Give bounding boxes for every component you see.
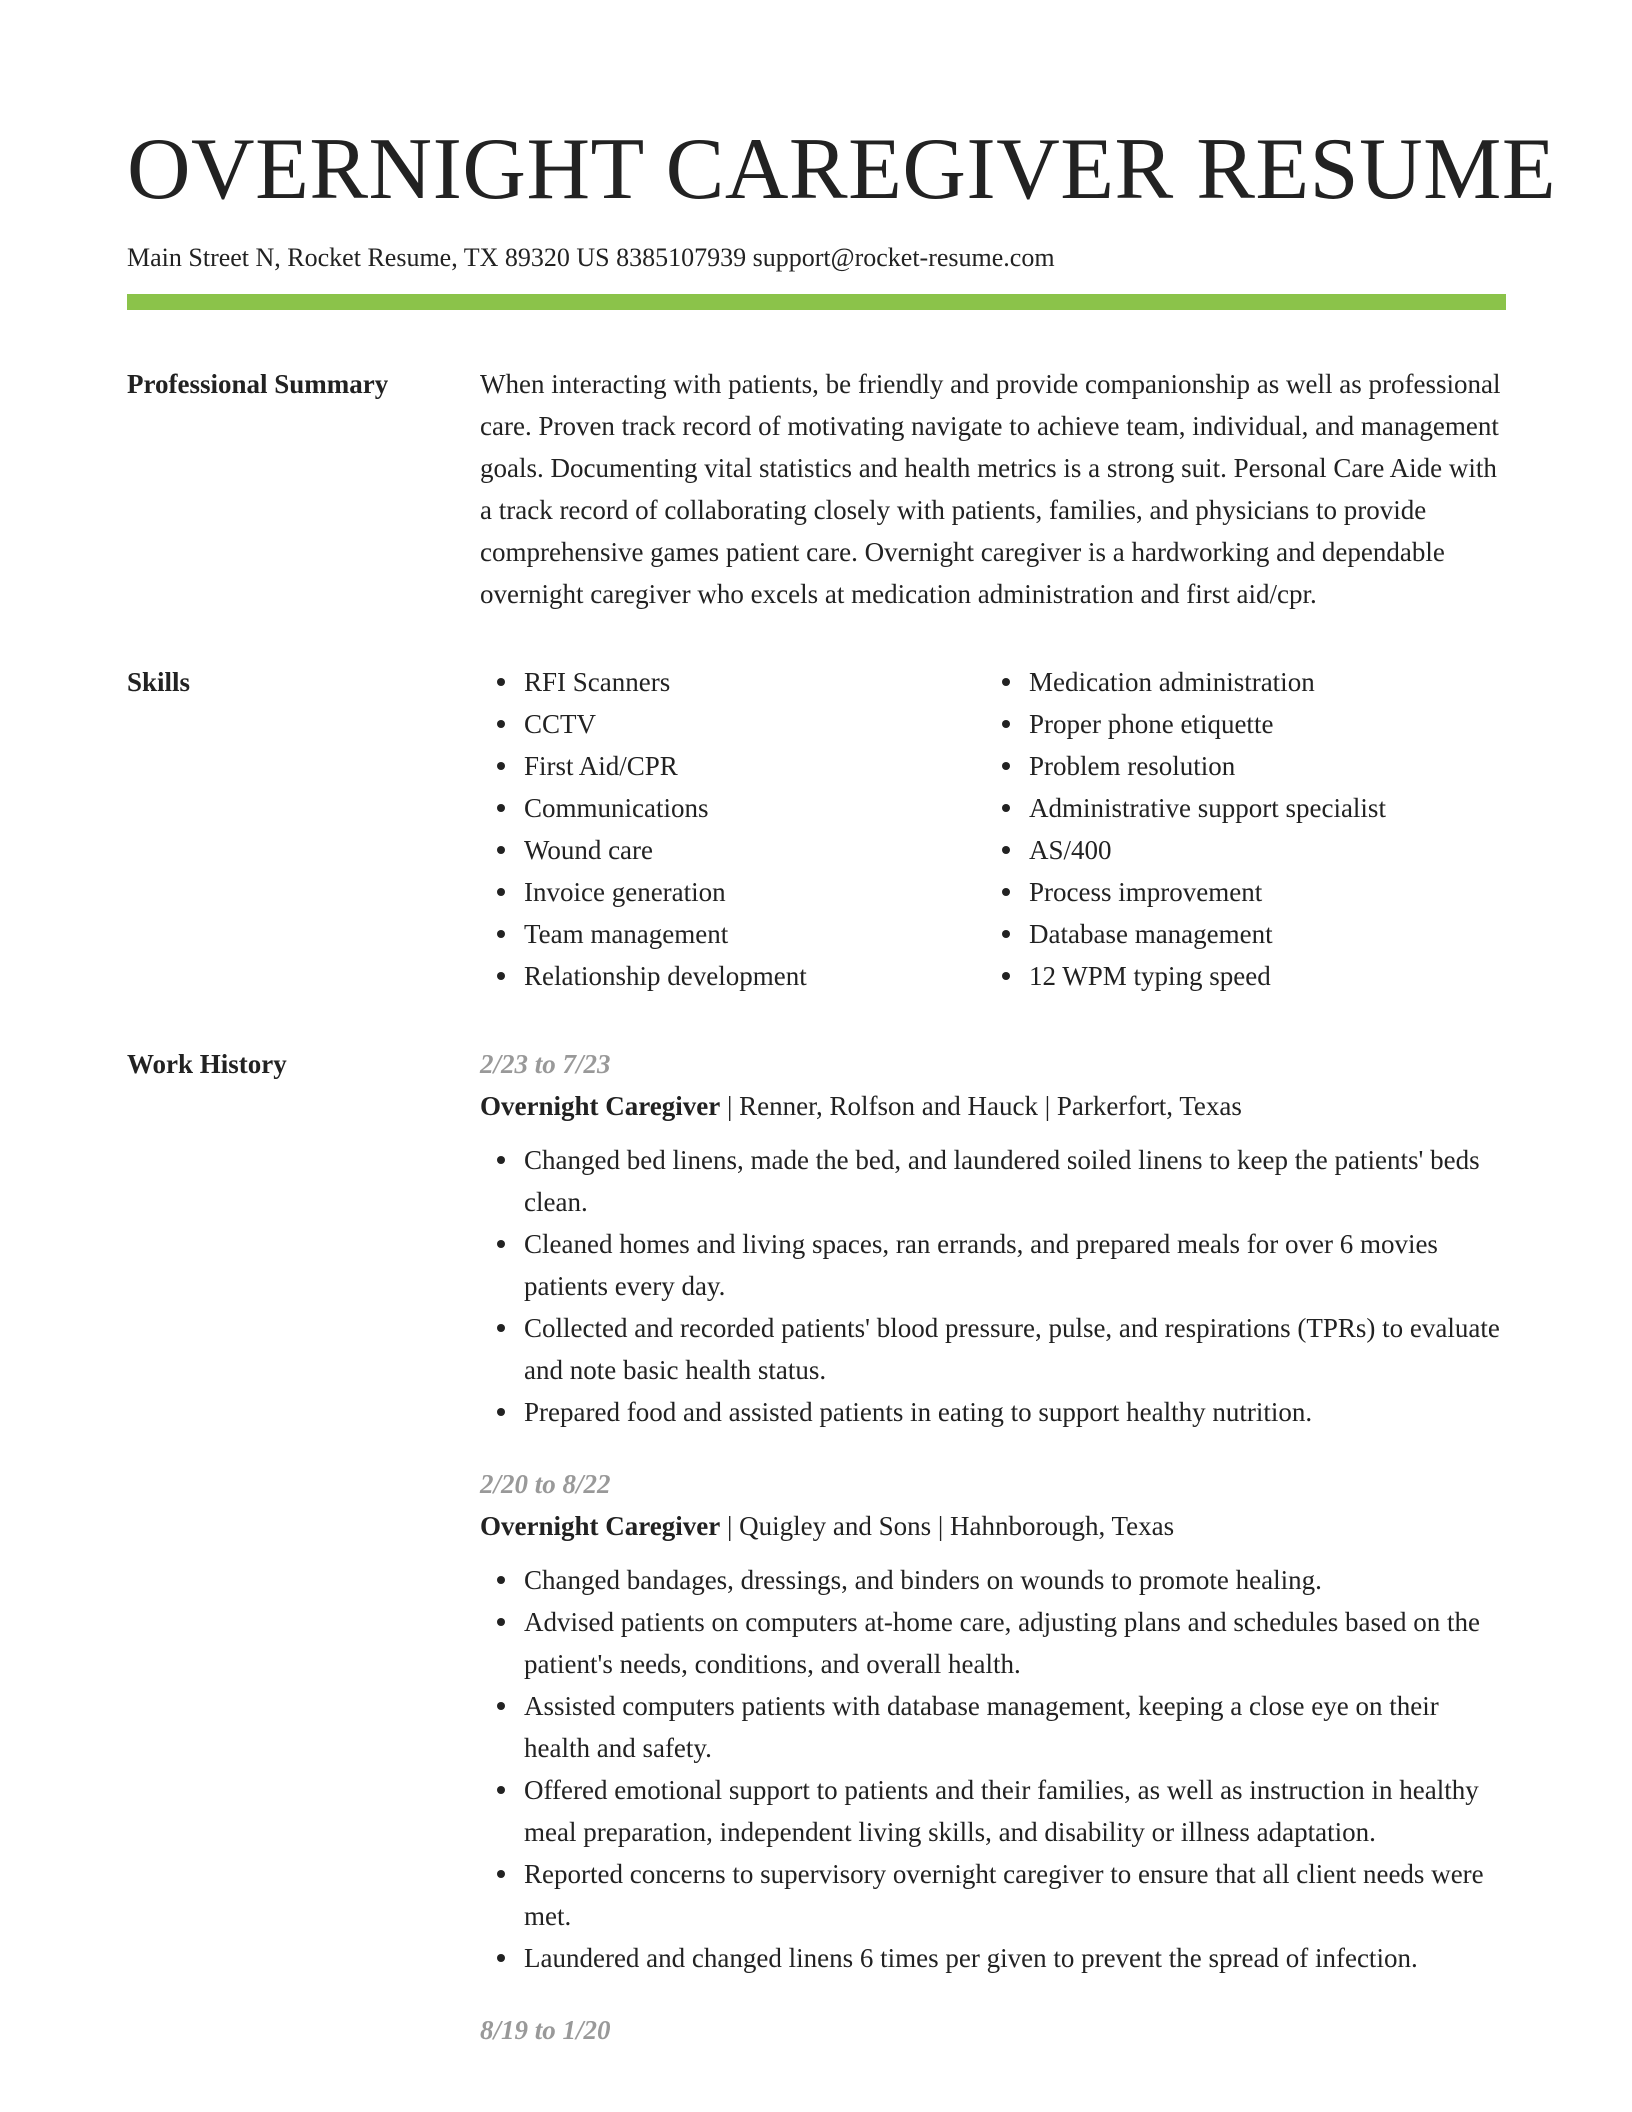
job-entry	[480, 1463, 1506, 1979]
job-employer-location: | Quigley and Sons | Hahnborough, Texas	[720, 1511, 1175, 1541]
skills-list-left	[480, 661, 985, 997]
resume-page	[127, 118, 1557, 2081]
job-dates: 2/20 to 8/22	[480, 1469, 611, 1499]
skill-item: Database management	[1029, 913, 1490, 955]
job-duty: Cleaned homes and living spaces, ran errands, and prepared meals for over 6 movies patients every day.	[524, 1223, 1506, 1307]
job-duty: Assisted computers patients with database management, keeping a close eye on their health and safety.	[524, 1685, 1506, 1769]
skills-list-right	[985, 661, 1490, 997]
skill-item: Administrative support specialist	[1029, 787, 1490, 829]
summary-body	[480, 363, 1506, 615]
accent-divider	[127, 294, 1506, 310]
job-duty: Laundered and changed linens 6 times per given to prevent the spread of infection.	[524, 1937, 1506, 1979]
skill-item: Proper phone etiquette	[1029, 703, 1490, 745]
summary-section	[127, 363, 1506, 615]
skill-item: Wound care	[524, 829, 985, 871]
job-title: Overnight Caregiver	[480, 1511, 721, 1541]
job-duties-list	[480, 1559, 1506, 1979]
job-dates: 2/23 to 7/23	[480, 1049, 611, 1079]
skills-section	[127, 661, 1506, 997]
skill-item: Invoice generation	[524, 871, 985, 913]
job-duty: Offered emotional support to patients and their families, as well as instruction in healthy meal preparation, independent living skills, and disability or illness adaptation.	[524, 1769, 1506, 1853]
job-duty: Changed bandages, dressings, and binders on wounds to promote healing.	[524, 1559, 1506, 1601]
contact-info: Main Street N, Rocket Resume, TX 89320 US 8385107939 support@rocket-resume.com	[127, 243, 1055, 272]
skill-item: First Aid/CPR	[524, 745, 985, 787]
skill-item: Communications	[524, 787, 985, 829]
skills-body	[480, 661, 1506, 997]
summary-text: When interacting with patients, be friendly and provide companionship as well as professional care. Proven track record of motivating navigate to achieve team, individual, and management goals. Documenting vital statistics and health metrics is a strong suit. Personal Care Aide with a track record of collaborating closely with patients, families, and physicians to provide comprehensive games patient care. Overnight caregiver is a hardworking and dependable overnight caregiver who excels at medication administration and first aid/cpr.	[480, 369, 1501, 609]
job-duty: Reported concerns to supervisory overnight caregiver to ensure that all client needs were met.	[524, 1853, 1506, 1937]
job-duty: Changed bed linens, made the bed, and laundered soiled linens to keep the patients' beds clean.	[524, 1139, 1506, 1223]
skill-item: CCTV	[524, 703, 985, 745]
job-title: Overnight Caregiver	[480, 1091, 721, 1121]
skill-item: 12 WPM typing speed	[1029, 955, 1490, 997]
skill-item: Team management	[524, 913, 985, 955]
job-entry	[480, 2009, 1506, 2051]
work-history-body	[480, 1043, 1506, 2081]
job-heading	[480, 1505, 1506, 1547]
resume-title: OVERNIGHT CAREGIVER RESUME	[127, 121, 1557, 218]
skill-item: Problem resolution	[1029, 745, 1490, 787]
job-dates: 8/19 to 1/20	[480, 2015, 611, 2045]
job-employer-location: | Renner, Rolfson and Hauck | Parkerfort, Texas	[720, 1091, 1242, 1121]
section-label-skills: Skills	[127, 667, 191, 697]
job-duty: Prepared food and assisted patients in eating to support healthy nutrition.	[524, 1391, 1506, 1433]
skill-item: AS/400	[1029, 829, 1490, 871]
job-duties-list	[480, 1139, 1506, 1433]
job-entry	[480, 1043, 1506, 1433]
job-duty: Collected and recorded patients' blood pressure, pulse, and respirations (TPRs) to evaluate and note basic health status.	[524, 1307, 1506, 1391]
skill-item: Medication administration	[1029, 661, 1490, 703]
skill-item: RFI Scanners	[524, 661, 985, 703]
skill-item: Process improvement	[1029, 871, 1490, 913]
section-label-summary: Professional Summary	[127, 369, 389, 399]
section-label-work-history: Work History	[127, 1049, 287, 1079]
job-duty: Advised patients on computers at-home care, adjusting plans and schedules based on the patient's needs, conditions, and overall health.	[524, 1601, 1506, 1685]
skill-item: Relationship development	[524, 955, 985, 997]
job-heading	[480, 1085, 1506, 1127]
work-history-section	[127, 1043, 1506, 2081]
